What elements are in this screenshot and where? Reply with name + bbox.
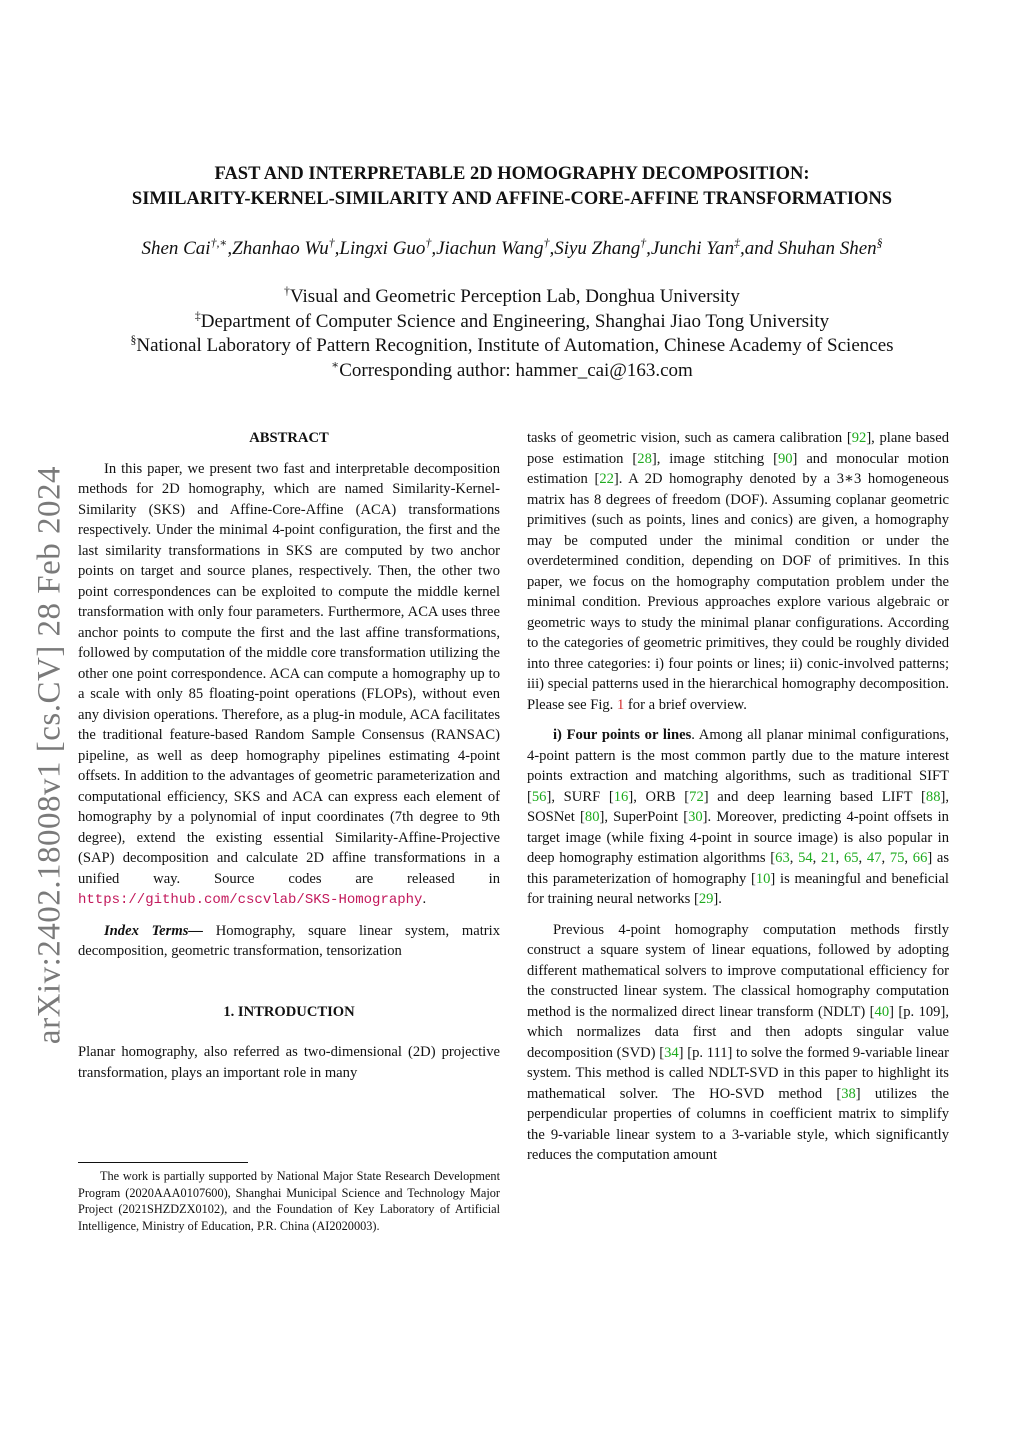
right-column xyxy=(527,428,949,1166)
citation-link[interactable]: 72 xyxy=(689,788,704,805)
citation-link[interactable]: 80 xyxy=(584,809,600,825)
citation-link[interactable]: 88 xyxy=(925,788,941,805)
title-line-2: SIMILARITY-KERNEL-SIMILARITY AND AFFINE-CORE-AFFINE TRANSFORMATIONS xyxy=(131,189,893,209)
citation-link[interactable]: 75 xyxy=(889,850,905,866)
corresponding-author: ∗Corresponding author: hammer_cai@163.com xyxy=(331,358,693,381)
index-terms: Index Terms— Homography, square linear system, matrix decomposition, geometric transformation, tensorization xyxy=(78,922,500,959)
citation-link[interactable]: 34 xyxy=(664,1044,679,1061)
citation-link[interactable]: 92 xyxy=(851,430,867,446)
citation-link[interactable]: 22 xyxy=(599,471,614,487)
left-column xyxy=(78,428,500,1083)
affiliations xyxy=(60,285,964,383)
citation-link[interactable]: 90 xyxy=(777,450,793,467)
paper-title xyxy=(60,162,964,212)
citation-link[interactable]: 28 xyxy=(637,450,652,467)
introduction-heading: 1. INTRODUCTION xyxy=(223,1003,355,1020)
affiliation: †Visual and Geometric Perception Lab, Donghua University xyxy=(284,284,740,307)
citation-link[interactable]: 63 xyxy=(775,850,790,866)
author-list: Shen Cai†,∗,Zhanhao Wu†,Lingxi Guo†,Jiachun Wang†,Siyu Zhang†,Junchi Yan‡,and Shuhan Shen§ xyxy=(141,236,883,259)
citation-link[interactable]: 66 xyxy=(912,850,928,866)
source-code-link[interactable]: https://github.com/cscvlab/SKS-Homography xyxy=(78,892,423,908)
author: Shen Cai†,∗ xyxy=(141,236,228,259)
citation-link[interactable]: 47 xyxy=(866,850,882,866)
author: Siyu Zhang† xyxy=(554,236,647,259)
author: Lingxi Guo† xyxy=(339,236,432,259)
intro-paragraph-1: tasks of geometric vision, such as camera calibration [92], plane based pose estimation [28], image stitching [90] and monocular motion estimation [22]. A 2D homography denoted by a 3∗3 homogeneous matrix has 8 degrees of freedom (DOF). Assuming coplanar geometric primitives (such as points, lines and conics) are given, a homography may be computed under the minimal condition or under the overdetermined condition, depending on DOF of primitives. In this paper, we focus on the homography computation problem under the minimal condition. Previous approaches explore various algebraic or geometric ways to study the minimal planar configurations. According to the categories of geometric primitives, they could be roughly divided into three categories: i) four points or lines; ii) conic-involved patterns; iii) special patterns used in the hierarchical homography decomposition. Please see Fig. 1 for a brief overview. xyxy=(527,430,950,713)
citation-link[interactable]: 65 xyxy=(843,850,859,866)
intro-paragraph-3: Previous 4-point homography computation methods firstly construct a square system of linear equations, followed by adopting different mathematical solvers to improve computational efficiency for the constructed linear system. The classical homography computation method is the normalized direct linear transform (NDLT) [40] [p. 109], which normalizes data first and then adopts singular value decomposition (SVD) [34] [p. 111] to solve the formed 9-variable linear system. This method is called NDLT-SVD in this paper to highlight its mathematical solver. The HO-SVD method [38] utilizes the perpendicular properties of columns in coefficient matrix to simplify the 9-variable linear system to a 3-variable style, which significantly reduces the computation amount xyxy=(527,921,949,1163)
author: Jiachun Wang† xyxy=(436,236,550,259)
author: Zhanhao Wu† xyxy=(232,236,335,259)
affiliation: ‡Department of Computer Science and Engineering, Shanghai Jiao Tong University xyxy=(194,309,830,332)
citation-link[interactable]: 21 xyxy=(821,850,836,866)
affiliation: §National Laboratory of Pattern Recognition, Institute of Automation, Chinese Academy of Sciences xyxy=(130,333,894,356)
citation-link[interactable]: 54 xyxy=(798,850,813,866)
introduction-body-start: Planar homography, also referred as two-dimensional (2D) projective transformation, plays an important role in many xyxy=(78,1044,500,1081)
arxiv-sidebar xyxy=(30,450,70,1060)
citation-link[interactable]: 16 xyxy=(613,788,629,805)
author: Junchi Yan‡ xyxy=(650,236,740,259)
abstract-body: In this paper, we present two fast and interpretable decomposition methods for 2D homography, which are named Similarity-Kernel-Similarity (SKS) and Affine-Core-Affine (ACA) transformations respectively. Under the minimal 4-point configuration, the first and the last similarity transformations in SKS are computed by two anchor points on target and source planes, respectively. Then, the other two point correspondences can be exploited to compute the middle kernel transformation with only four parameters. Furthermore, ACA uses three anchor points to compute the first and the last affine transformations, followed by computation of the middle core transformation utilizing the other one point correspondence. ACA can compute a homography up to a scale with only 85 floating-point operations (FLOPs), without even any division operations. Therefore, as a plug-in module, ACA facilitates the traditional feature-based Random Sample Consensus (RANSAC) pipeline, as well as deep homography pipelines estimating 4-point offsets. In addition to the advantages of geometric parameterization and computational efficiency, SKS and ACA can express each element of homography by a polynomial of input coordinates (7th degree to 9th degree), extend the existing essential Similarity-Affine-Projective (SAP) decomposition and calculate 2D affine transformations in a unified way. Source codes are released in https://github.com/cscvlab/SKS-Homography. xyxy=(78,460,500,908)
citation-link[interactable]: 10 xyxy=(755,870,771,887)
title-line-1: FAST AND INTERPRETABLE 2D HOMOGRAPHY DECOMPOSITION: xyxy=(214,164,810,184)
arxiv-identifier: arXiv:2402.18008v1 [cs.CV] 28 Feb 2024 xyxy=(31,465,68,1045)
citation-link[interactable]: 38 xyxy=(841,1085,856,1102)
citation-link[interactable]: 40 xyxy=(874,1003,890,1020)
intro-paragraph-2: i) Four points or lines. Among all planar minimal configurations, 4-point pattern is the most common partly due to the mature interest points extraction and matching algorithms, such as traditional SIFT [56], SURF [16], ORB [72] and deep learning based LIFT [88], SOSNet [80], SuperPoint [30]. Moreover, predicting 4-point offsets in target image (while fixing 4-point in source image) is also popular in deep homography estimation algorithms [63, 54, 21, 65, 47, 75, 66] as this parameterization of homography [10] is meaningful and beneficial for training neural networks [29]. xyxy=(527,727,950,907)
figure-reference[interactable]: 1 xyxy=(616,696,625,713)
footnote xyxy=(78,1162,500,1234)
citation-link[interactable]: 30 xyxy=(688,809,703,825)
footnote-rule xyxy=(78,1162,248,1163)
citation-link[interactable]: 56 xyxy=(531,788,547,805)
funding-note: The work is partially supported by National Major State Research Development Program (2020AAA0107600), Shanghai Municipal Science and Technology Major Project (2021SHZDZX0102), and the Foundation of Key Laboratory of Artificial Intelligence, Ministry of Education, P.R. China (AI2020003). xyxy=(78,1169,500,1233)
citation-link[interactable]: 29 xyxy=(698,891,714,907)
abstract-heading: ABSTRACT xyxy=(249,430,329,446)
author: and Shuhan Shen§ xyxy=(744,236,883,259)
